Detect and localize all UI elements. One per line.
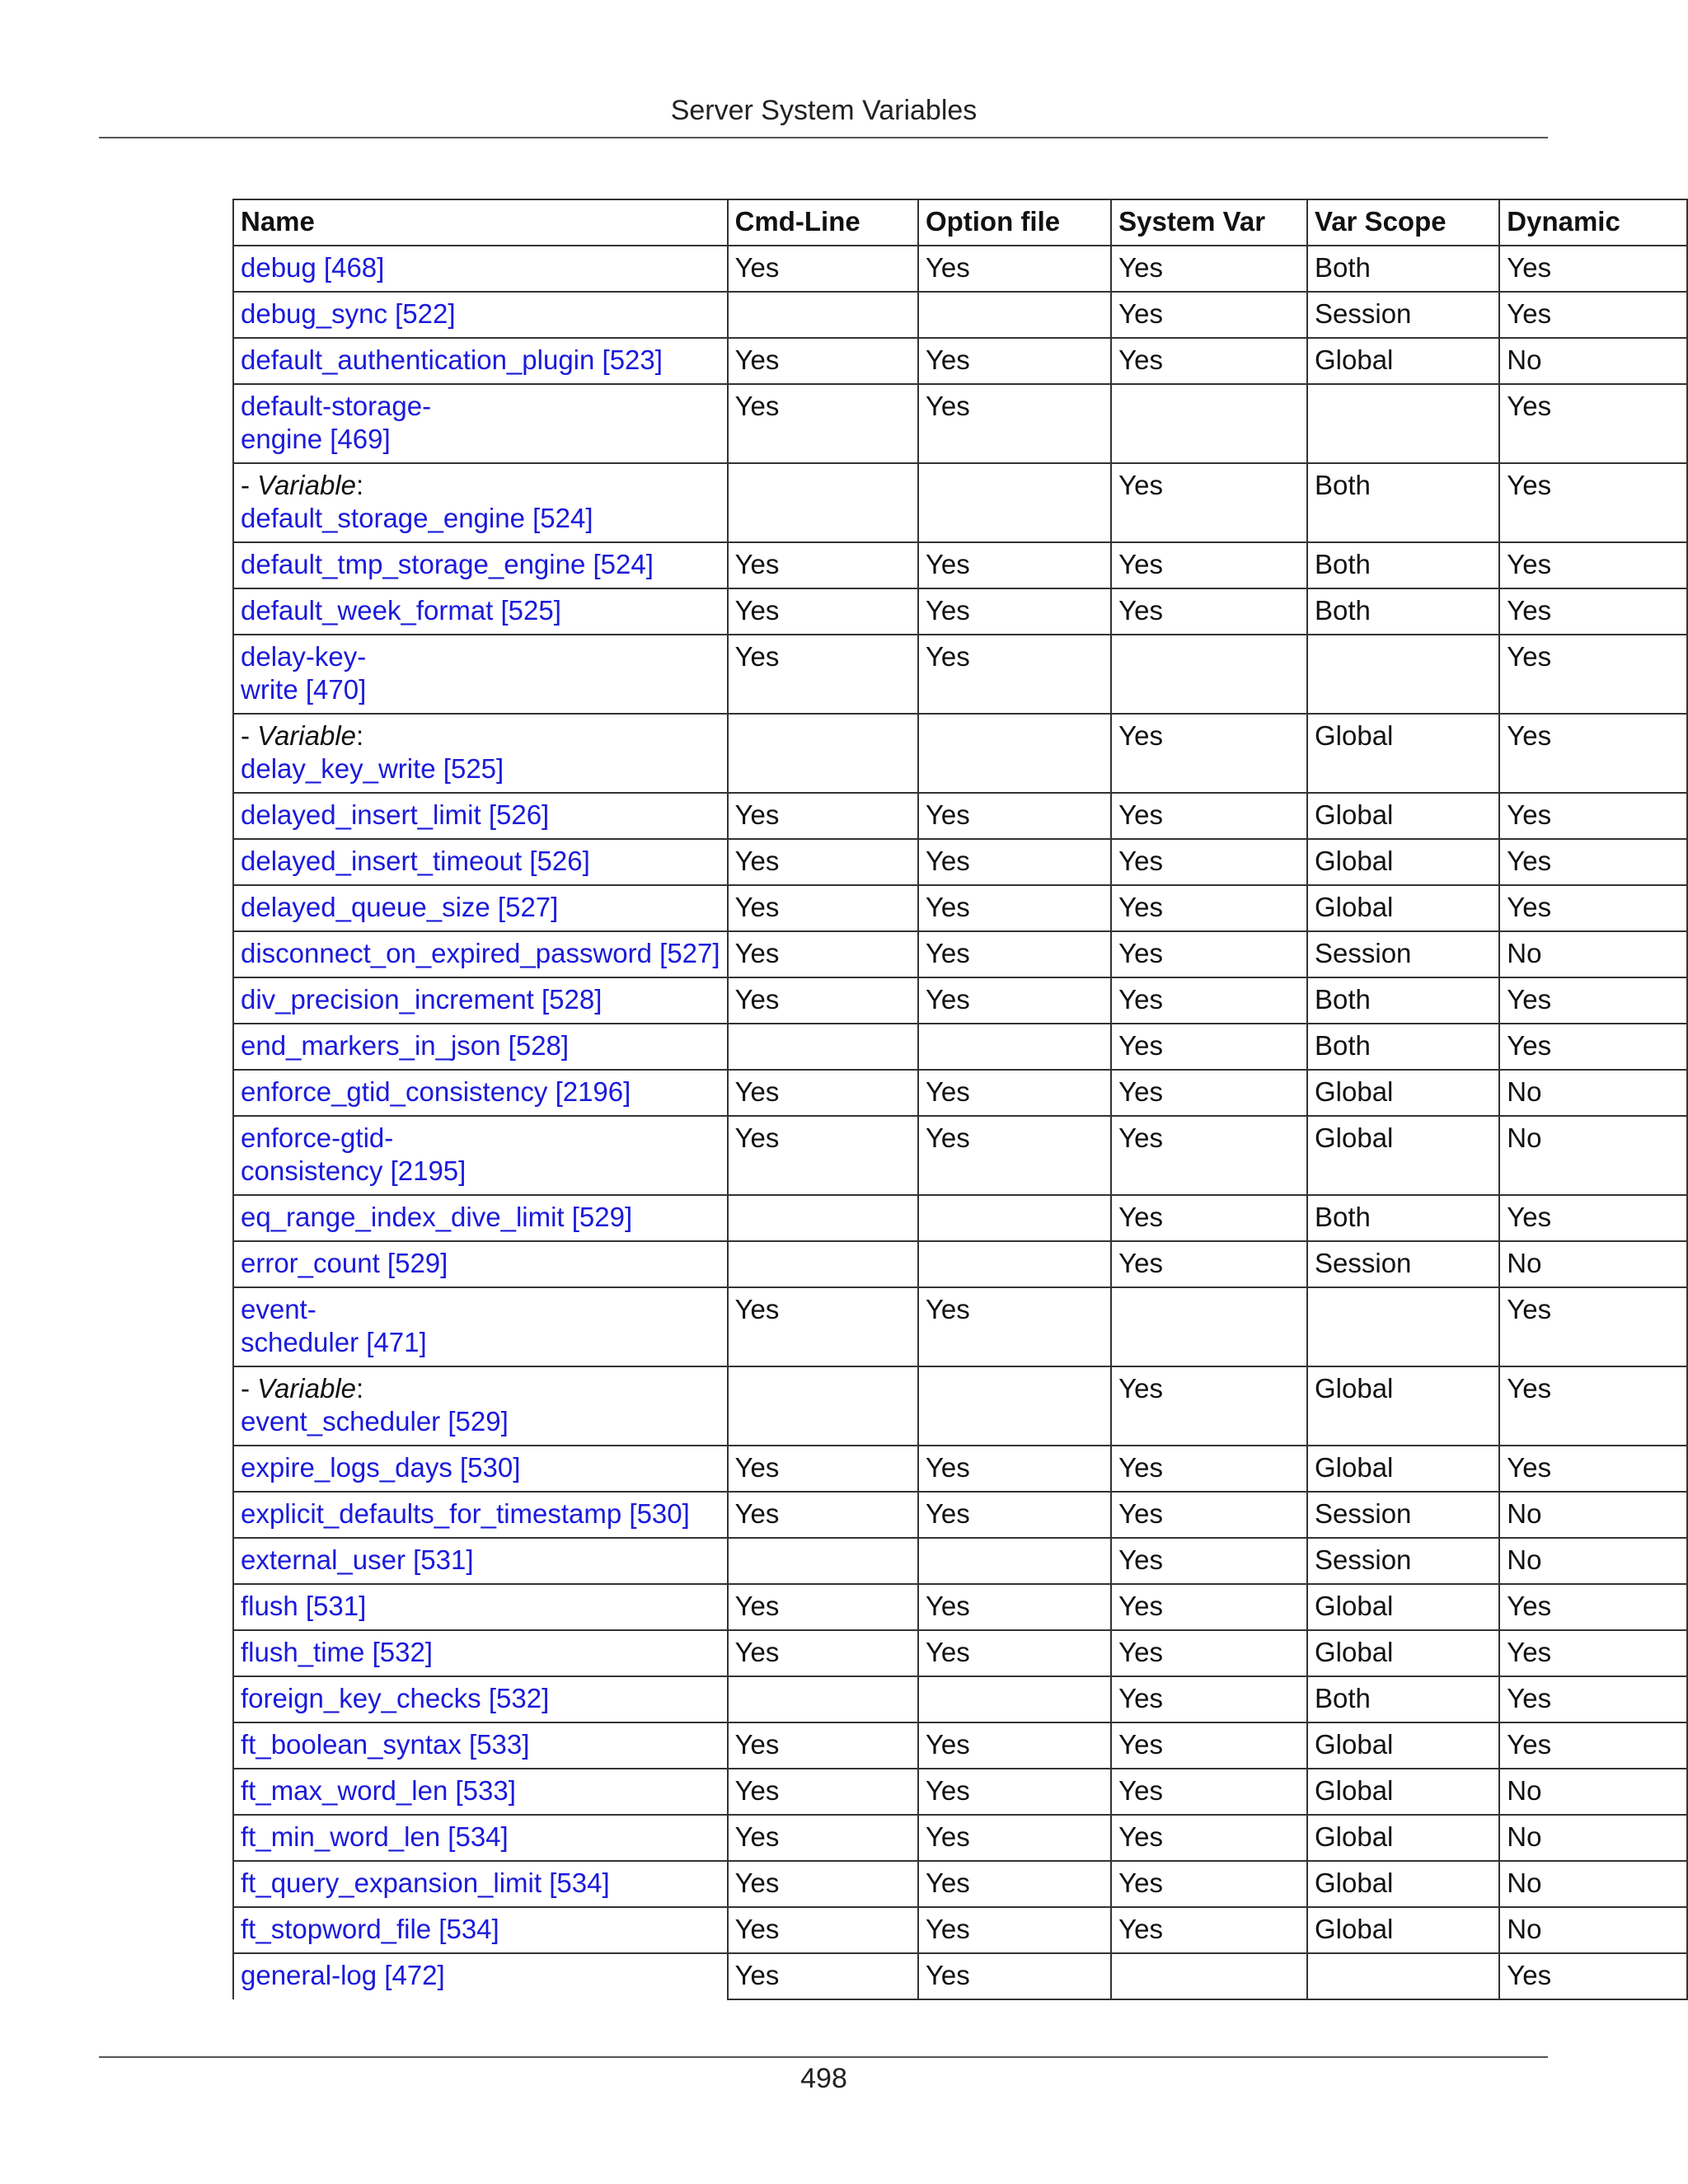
variable-name-cell[interactable] xyxy=(233,588,728,635)
option-file-cell: Yes xyxy=(918,1446,1111,1492)
dynamic-cell: Yes xyxy=(1499,1630,1687,1676)
system-var-cell: Yes xyxy=(1111,1024,1307,1070)
cmd-line-cell xyxy=(728,1676,918,1722)
table-row xyxy=(233,1861,1687,1907)
cmd-line-cell: Yes xyxy=(728,1769,918,1815)
dynamic-cell: Yes xyxy=(1499,839,1687,885)
cmd-line-cell: Yes xyxy=(728,1492,918,1538)
variable-name-cell[interactable] xyxy=(233,246,728,292)
table-row xyxy=(233,1195,1687,1241)
page-number: 498 xyxy=(800,2063,847,2094)
var-scope-cell: Both xyxy=(1307,463,1499,542)
system-var-cell: Yes xyxy=(1111,1241,1307,1287)
cmd-line-cell: Yes xyxy=(728,1861,918,1907)
column-header-option-file: Option file xyxy=(918,199,1111,246)
option-file-cell: Yes xyxy=(918,1584,1111,1630)
var-scope-cell: Session xyxy=(1307,1241,1499,1287)
cmd-line-cell xyxy=(728,1241,918,1287)
column-header-cmd-line: Cmd-Line xyxy=(728,199,918,246)
option-file-cell: Yes xyxy=(918,588,1111,635)
cmd-line-cell: Yes xyxy=(728,1722,918,1769)
variable-colon: : xyxy=(356,1373,364,1404)
running-header: Server System Variables xyxy=(670,95,978,126)
var-scope-cell: Global xyxy=(1307,1116,1499,1195)
variable-name-cell[interactable] xyxy=(233,1241,728,1287)
cmd-line-cell: Yes xyxy=(728,1287,918,1366)
variable-name-cell[interactable] xyxy=(233,714,728,793)
variable-name-cell[interactable] xyxy=(233,1907,728,1953)
table-row xyxy=(233,1241,1687,1287)
table-row xyxy=(233,1446,1687,1492)
table-row xyxy=(233,463,1687,542)
variable-name-cell[interactable] xyxy=(233,1538,728,1584)
variable-link[interactable]: debug [468] xyxy=(241,252,385,283)
table-row xyxy=(233,839,1687,885)
variable-colon: : xyxy=(356,720,364,751)
cmd-line-cell: Yes xyxy=(728,246,918,292)
column-header-var-scope: Var Scope xyxy=(1307,199,1499,246)
system-var-cell: Yes xyxy=(1111,1815,1307,1861)
variable-label: Variable xyxy=(257,1373,357,1404)
system-var-cell: Yes xyxy=(1111,714,1307,793)
dynamic-cell: No xyxy=(1499,1241,1687,1287)
option-file-cell xyxy=(918,1024,1111,1070)
var-scope-cell xyxy=(1307,1287,1499,1366)
option-file-cell: Yes xyxy=(918,1492,1111,1538)
variable-link[interactable]: flush_time [532] xyxy=(241,1637,433,1667)
table-row xyxy=(233,542,1687,588)
cmd-line-cell xyxy=(728,1024,918,1070)
option-file-cell xyxy=(918,292,1111,338)
option-file-cell xyxy=(918,1195,1111,1241)
cmd-line-cell: Yes xyxy=(728,635,918,714)
dynamic-cell: Yes xyxy=(1499,1366,1687,1446)
var-scope-cell: Global xyxy=(1307,1630,1499,1676)
system-var-cell: Yes xyxy=(1111,1584,1307,1630)
variable-name-cell[interactable] xyxy=(233,1287,728,1366)
option-file-cell: Yes xyxy=(918,1953,1111,1999)
cmd-line-cell: Yes xyxy=(728,885,918,931)
var-scope-cell xyxy=(1307,635,1499,714)
variable-name-cell[interactable] xyxy=(233,1024,728,1070)
var-scope-cell: Both xyxy=(1307,542,1499,588)
var-scope-cell: Both xyxy=(1307,1024,1499,1070)
table-row xyxy=(233,1287,1687,1366)
var-scope-cell: Global xyxy=(1307,1769,1499,1815)
variable-prefix: - xyxy=(241,470,258,500)
var-scope-cell: Session xyxy=(1307,1492,1499,1538)
option-file-cell: Yes xyxy=(918,1116,1111,1195)
variable-link[interactable]: ft_max_word_len [533] xyxy=(241,1775,516,1806)
footer-rule xyxy=(99,2056,1548,2058)
option-file-cell: Yes xyxy=(918,1287,1111,1366)
system-var-cell: Yes xyxy=(1111,1722,1307,1769)
variable-name-cell[interactable] xyxy=(233,463,728,542)
column-header-dynamic: Dynamic xyxy=(1499,199,1687,246)
option-file-cell xyxy=(918,1366,1111,1446)
table-row xyxy=(233,714,1687,793)
variable-name-cell[interactable] xyxy=(233,635,728,714)
variable-name-cell[interactable] xyxy=(233,931,728,977)
cmd-line-cell: Yes xyxy=(728,1446,918,1492)
table-row xyxy=(233,1676,1687,1722)
var-scope-cell: Both xyxy=(1307,588,1499,635)
option-file-cell: Yes xyxy=(918,977,1111,1024)
variable-name-cell[interactable] xyxy=(233,1366,728,1446)
header-rule xyxy=(99,137,1548,138)
variable-link[interactable]: delay-key- write [470] xyxy=(241,641,367,705)
system-var-cell: Yes xyxy=(1111,338,1307,384)
variable-link[interactable]: delayed_queue_size [527] xyxy=(241,892,559,922)
variable-label: Variable xyxy=(257,720,357,751)
system-var-cell: Yes xyxy=(1111,1492,1307,1538)
dynamic-cell: No xyxy=(1499,931,1687,977)
variable-link[interactable]: default_storage_engine [524] xyxy=(241,503,593,533)
system-var-cell: Yes xyxy=(1111,542,1307,588)
variable-link[interactable]: default_week_format [525] xyxy=(241,595,561,626)
table-row xyxy=(233,1953,1687,1999)
variable-link[interactable]: explicit_defaults_for_timestamp [530] xyxy=(241,1498,690,1529)
variable-name-cell[interactable] xyxy=(233,338,728,384)
var-scope-cell: Global xyxy=(1307,1722,1499,1769)
table-body xyxy=(233,246,1687,1999)
table-row xyxy=(233,1538,1687,1584)
variable-link[interactable]: disconnect_on_expired_password [527] xyxy=(241,938,720,968)
variable-link[interactable]: external_user [531] xyxy=(241,1544,474,1575)
variable-link[interactable]: expire_logs_days [530] xyxy=(241,1452,521,1483)
var-scope-cell: Global xyxy=(1307,1446,1499,1492)
variable-name-cell[interactable] xyxy=(233,1584,728,1630)
table-row xyxy=(233,588,1687,635)
option-file-cell: Yes xyxy=(918,1769,1111,1815)
cmd-line-cell: Yes xyxy=(728,793,918,839)
system-var-cell: Yes xyxy=(1111,1861,1307,1907)
dynamic-cell: No xyxy=(1499,1907,1687,1953)
variable-colon: : xyxy=(356,470,364,500)
option-file-cell: Yes xyxy=(918,1070,1111,1116)
option-file-cell: Yes xyxy=(918,1907,1111,1953)
table-row xyxy=(233,635,1687,714)
dynamic-cell: Yes xyxy=(1499,1953,1687,1999)
var-scope-cell: Global xyxy=(1307,714,1499,793)
variable-name-cell[interactable] xyxy=(233,1722,728,1769)
option-file-cell xyxy=(918,463,1111,542)
dynamic-cell: Yes xyxy=(1499,885,1687,931)
cmd-line-cell: Yes xyxy=(728,1953,918,1999)
dynamic-cell: Yes xyxy=(1499,1722,1687,1769)
variable-name-cell[interactable] xyxy=(233,793,728,839)
system-var-cell xyxy=(1111,635,1307,714)
cmd-line-cell: Yes xyxy=(728,839,918,885)
cmd-line-cell xyxy=(728,1538,918,1584)
variable-link[interactable]: general-log [472] xyxy=(241,1960,445,1990)
dynamic-cell: No xyxy=(1499,1492,1687,1538)
option-file-cell xyxy=(918,714,1111,793)
option-file-cell: Yes xyxy=(918,885,1111,931)
option-file-cell: Yes xyxy=(918,246,1111,292)
system-var-cell: Yes xyxy=(1111,463,1307,542)
var-scope-cell: Global xyxy=(1307,1366,1499,1446)
option-file-cell: Yes xyxy=(918,1722,1111,1769)
variable-link[interactable]: ft_min_word_len [534] xyxy=(241,1821,509,1852)
variable-name-cell[interactable] xyxy=(233,1116,728,1195)
variable-link[interactable]: event- scheduler [471] xyxy=(241,1294,427,1357)
table-row xyxy=(233,246,1687,292)
table-row xyxy=(233,977,1687,1024)
system-var-cell: Yes xyxy=(1111,1538,1307,1584)
table-row xyxy=(233,1024,1687,1070)
dynamic-cell: Yes xyxy=(1499,1446,1687,1492)
system-var-cell: Yes xyxy=(1111,931,1307,977)
dynamic-cell: Yes xyxy=(1499,1287,1687,1366)
variable-link[interactable]: eq_range_index_dive_limit [529] xyxy=(241,1202,633,1232)
variable-name-cell[interactable] xyxy=(233,1446,728,1492)
dynamic-cell: Yes xyxy=(1499,292,1687,338)
table-row xyxy=(233,931,1687,977)
table-row xyxy=(233,1492,1687,1538)
dynamic-cell: No xyxy=(1499,1116,1687,1195)
cmd-line-cell: Yes xyxy=(728,384,918,463)
option-file-cell xyxy=(918,1676,1111,1722)
cmd-line-cell: Yes xyxy=(728,931,918,977)
dynamic-cell: No xyxy=(1499,1815,1687,1861)
option-file-cell: Yes xyxy=(918,338,1111,384)
var-scope-cell: Both xyxy=(1307,246,1499,292)
table-row xyxy=(233,885,1687,931)
cmd-line-cell: Yes xyxy=(728,542,918,588)
variable-link[interactable]: foreign_key_checks [532] xyxy=(241,1683,550,1713)
cmd-line-cell: Yes xyxy=(728,1630,918,1676)
dynamic-cell: Yes xyxy=(1499,1676,1687,1722)
option-file-cell: Yes xyxy=(918,793,1111,839)
system-variables-table xyxy=(232,199,1688,2000)
variable-name-cell[interactable] xyxy=(233,384,728,463)
variable-link[interactable]: enforce-gtid- consistency [2195] xyxy=(241,1122,467,1186)
variable-link[interactable]: div_precision_increment [528] xyxy=(241,984,603,1015)
option-file-cell: Yes xyxy=(918,1815,1111,1861)
variable-name-cell[interactable] xyxy=(233,542,728,588)
option-file-cell: Yes xyxy=(918,635,1111,714)
variable-name-cell[interactable] xyxy=(233,292,728,338)
table-row xyxy=(233,1630,1687,1676)
option-file-cell: Yes xyxy=(918,839,1111,885)
option-file-cell xyxy=(918,1538,1111,1584)
dynamic-cell: Yes xyxy=(1499,542,1687,588)
cmd-line-cell xyxy=(728,1366,918,1446)
cmd-line-cell: Yes xyxy=(728,977,918,1024)
system-var-cell: Yes xyxy=(1111,839,1307,885)
option-file-cell: Yes xyxy=(918,542,1111,588)
dynamic-cell: No xyxy=(1499,1769,1687,1815)
variable-link[interactable]: flush [531] xyxy=(241,1591,367,1621)
system-var-cell xyxy=(1111,1953,1307,1999)
var-scope-cell: Session xyxy=(1307,931,1499,977)
variable-link[interactable]: default_authentication_plugin [523] xyxy=(241,344,663,375)
variable-link[interactable]: ft_query_expansion_limit [534] xyxy=(241,1868,610,1898)
system-var-cell: Yes xyxy=(1111,1907,1307,1953)
variable-name-cell[interactable] xyxy=(233,1630,728,1676)
variable-name-cell[interactable] xyxy=(233,1861,728,1907)
var-scope-cell: Global xyxy=(1307,839,1499,885)
system-var-cell: Yes xyxy=(1111,1630,1307,1676)
system-var-cell: Yes xyxy=(1111,1676,1307,1722)
variable-link[interactable]: end_markers_in_json [528] xyxy=(241,1030,570,1061)
variable-name-cell[interactable] xyxy=(233,1070,728,1116)
variable-name-cell[interactable] xyxy=(233,1815,728,1861)
table-row xyxy=(233,1584,1687,1630)
var-scope-cell: Global xyxy=(1307,885,1499,931)
dynamic-cell: Yes xyxy=(1499,1024,1687,1070)
system-var-cell: Yes xyxy=(1111,1195,1307,1241)
dynamic-cell: Yes xyxy=(1499,463,1687,542)
var-scope-cell: Both xyxy=(1307,977,1499,1024)
var-scope-cell: Global xyxy=(1307,793,1499,839)
variable-name-cell[interactable] xyxy=(233,1953,728,1999)
system-var-cell: Yes xyxy=(1111,292,1307,338)
variable-name-cell[interactable] xyxy=(233,1195,728,1241)
system-var-cell: Yes xyxy=(1111,588,1307,635)
dynamic-cell: Yes xyxy=(1499,246,1687,292)
table-row xyxy=(233,1722,1687,1769)
system-var-cell xyxy=(1111,1287,1307,1366)
variable-prefix: - xyxy=(241,1373,258,1404)
var-scope-cell: Global xyxy=(1307,1070,1499,1116)
dynamic-cell: No xyxy=(1499,1070,1687,1116)
variable-link[interactable]: error_count [529] xyxy=(241,1248,448,1278)
dynamic-cell: Yes xyxy=(1499,793,1687,839)
table-header-row xyxy=(233,199,1687,246)
variable-link[interactable]: ft_boolean_syntax [533] xyxy=(241,1729,530,1760)
var-scope-cell: Both xyxy=(1307,1676,1499,1722)
option-file-cell: Yes xyxy=(918,931,1111,977)
var-scope-cell: Session xyxy=(1307,292,1499,338)
system-var-cell: Yes xyxy=(1111,246,1307,292)
system-var-cell: Yes xyxy=(1111,1366,1307,1446)
table-row xyxy=(233,1769,1687,1815)
cmd-line-cell: Yes xyxy=(728,588,918,635)
variable-link[interactable]: ft_stopword_file [534] xyxy=(241,1914,499,1944)
variable-link[interactable]: debug_sync [522] xyxy=(241,298,456,329)
var-scope-cell: Both xyxy=(1307,1195,1499,1241)
cmd-line-cell xyxy=(728,714,918,793)
column-header-system-var: System Var xyxy=(1111,199,1307,246)
var-scope-cell: Global xyxy=(1307,1907,1499,1953)
column-header-name: Name xyxy=(233,199,728,246)
variable-name-cell[interactable] xyxy=(233,885,728,931)
system-var-cell: Yes xyxy=(1111,977,1307,1024)
var-scope-cell: Global xyxy=(1307,1584,1499,1630)
system-var-cell: Yes xyxy=(1111,793,1307,839)
option-file-cell: Yes xyxy=(918,1861,1111,1907)
var-scope-cell xyxy=(1307,1953,1499,1999)
dynamic-cell: Yes xyxy=(1499,1584,1687,1630)
cmd-line-cell: Yes xyxy=(728,1584,918,1630)
system-var-cell: Yes xyxy=(1111,1070,1307,1116)
variable-name-cell[interactable] xyxy=(233,1676,728,1722)
var-scope-cell: Global xyxy=(1307,1815,1499,1861)
cmd-line-cell xyxy=(728,463,918,542)
variable-prefix: - xyxy=(241,720,258,751)
dynamic-cell: Yes xyxy=(1499,384,1687,463)
dynamic-cell: Yes xyxy=(1499,1195,1687,1241)
variable-name-cell[interactable] xyxy=(233,1769,728,1815)
table-row xyxy=(233,1907,1687,1953)
dynamic-cell: No xyxy=(1499,338,1687,384)
variable-name-cell[interactable] xyxy=(233,1492,728,1538)
var-scope-cell xyxy=(1307,384,1499,463)
system-var-cell: Yes xyxy=(1111,1446,1307,1492)
system-var-cell: Yes xyxy=(1111,885,1307,931)
cmd-line-cell: Yes xyxy=(728,1070,918,1116)
variable-link[interactable]: default-storage- engine [469] xyxy=(241,391,432,454)
table-row xyxy=(233,1070,1687,1116)
dynamic-cell: Yes xyxy=(1499,714,1687,793)
system-var-cell: Yes xyxy=(1111,1116,1307,1195)
table-row xyxy=(233,338,1687,384)
var-scope-cell: Global xyxy=(1307,338,1499,384)
table-row xyxy=(233,1116,1687,1195)
variable-link[interactable]: delay_key_write [525] xyxy=(241,753,504,784)
system-var-cell: Yes xyxy=(1111,1769,1307,1815)
cmd-line-cell xyxy=(728,1195,918,1241)
cmd-line-cell: Yes xyxy=(728,1116,918,1195)
dynamic-cell: Yes xyxy=(1499,977,1687,1024)
table-row xyxy=(233,1366,1687,1446)
var-scope-cell: Session xyxy=(1307,1538,1499,1584)
variable-link[interactable]: event_scheduler [529] xyxy=(241,1406,509,1436)
system-var-cell xyxy=(1111,384,1307,463)
table-row xyxy=(233,384,1687,463)
dynamic-cell: Yes xyxy=(1499,588,1687,635)
table-row xyxy=(233,292,1687,338)
option-file-cell: Yes xyxy=(918,384,1111,463)
cmd-line-cell: Yes xyxy=(728,338,918,384)
cmd-line-cell xyxy=(728,292,918,338)
dynamic-cell: No xyxy=(1499,1538,1687,1584)
dynamic-cell: Yes xyxy=(1499,635,1687,714)
table-row xyxy=(233,1815,1687,1861)
cmd-line-cell: Yes xyxy=(728,1815,918,1861)
variable-name-cell[interactable] xyxy=(233,977,728,1024)
table-row xyxy=(233,793,1687,839)
variable-link[interactable]: delayed_insert_timeout [526] xyxy=(241,846,590,876)
cmd-line-cell: Yes xyxy=(728,1907,918,1953)
variable-name-cell[interactable] xyxy=(233,839,728,885)
variable-label: Variable xyxy=(257,470,357,500)
variable-link[interactable]: delayed_insert_limit [526] xyxy=(241,799,550,830)
option-file-cell xyxy=(918,1241,1111,1287)
variable-link[interactable]: enforce_gtid_consistency [2196] xyxy=(241,1076,631,1107)
variable-link[interactable]: default_tmp_storage_engine [524] xyxy=(241,549,654,579)
var-scope-cell: Global xyxy=(1307,1861,1499,1907)
dynamic-cell: No xyxy=(1499,1861,1687,1907)
option-file-cell: Yes xyxy=(918,1630,1111,1676)
